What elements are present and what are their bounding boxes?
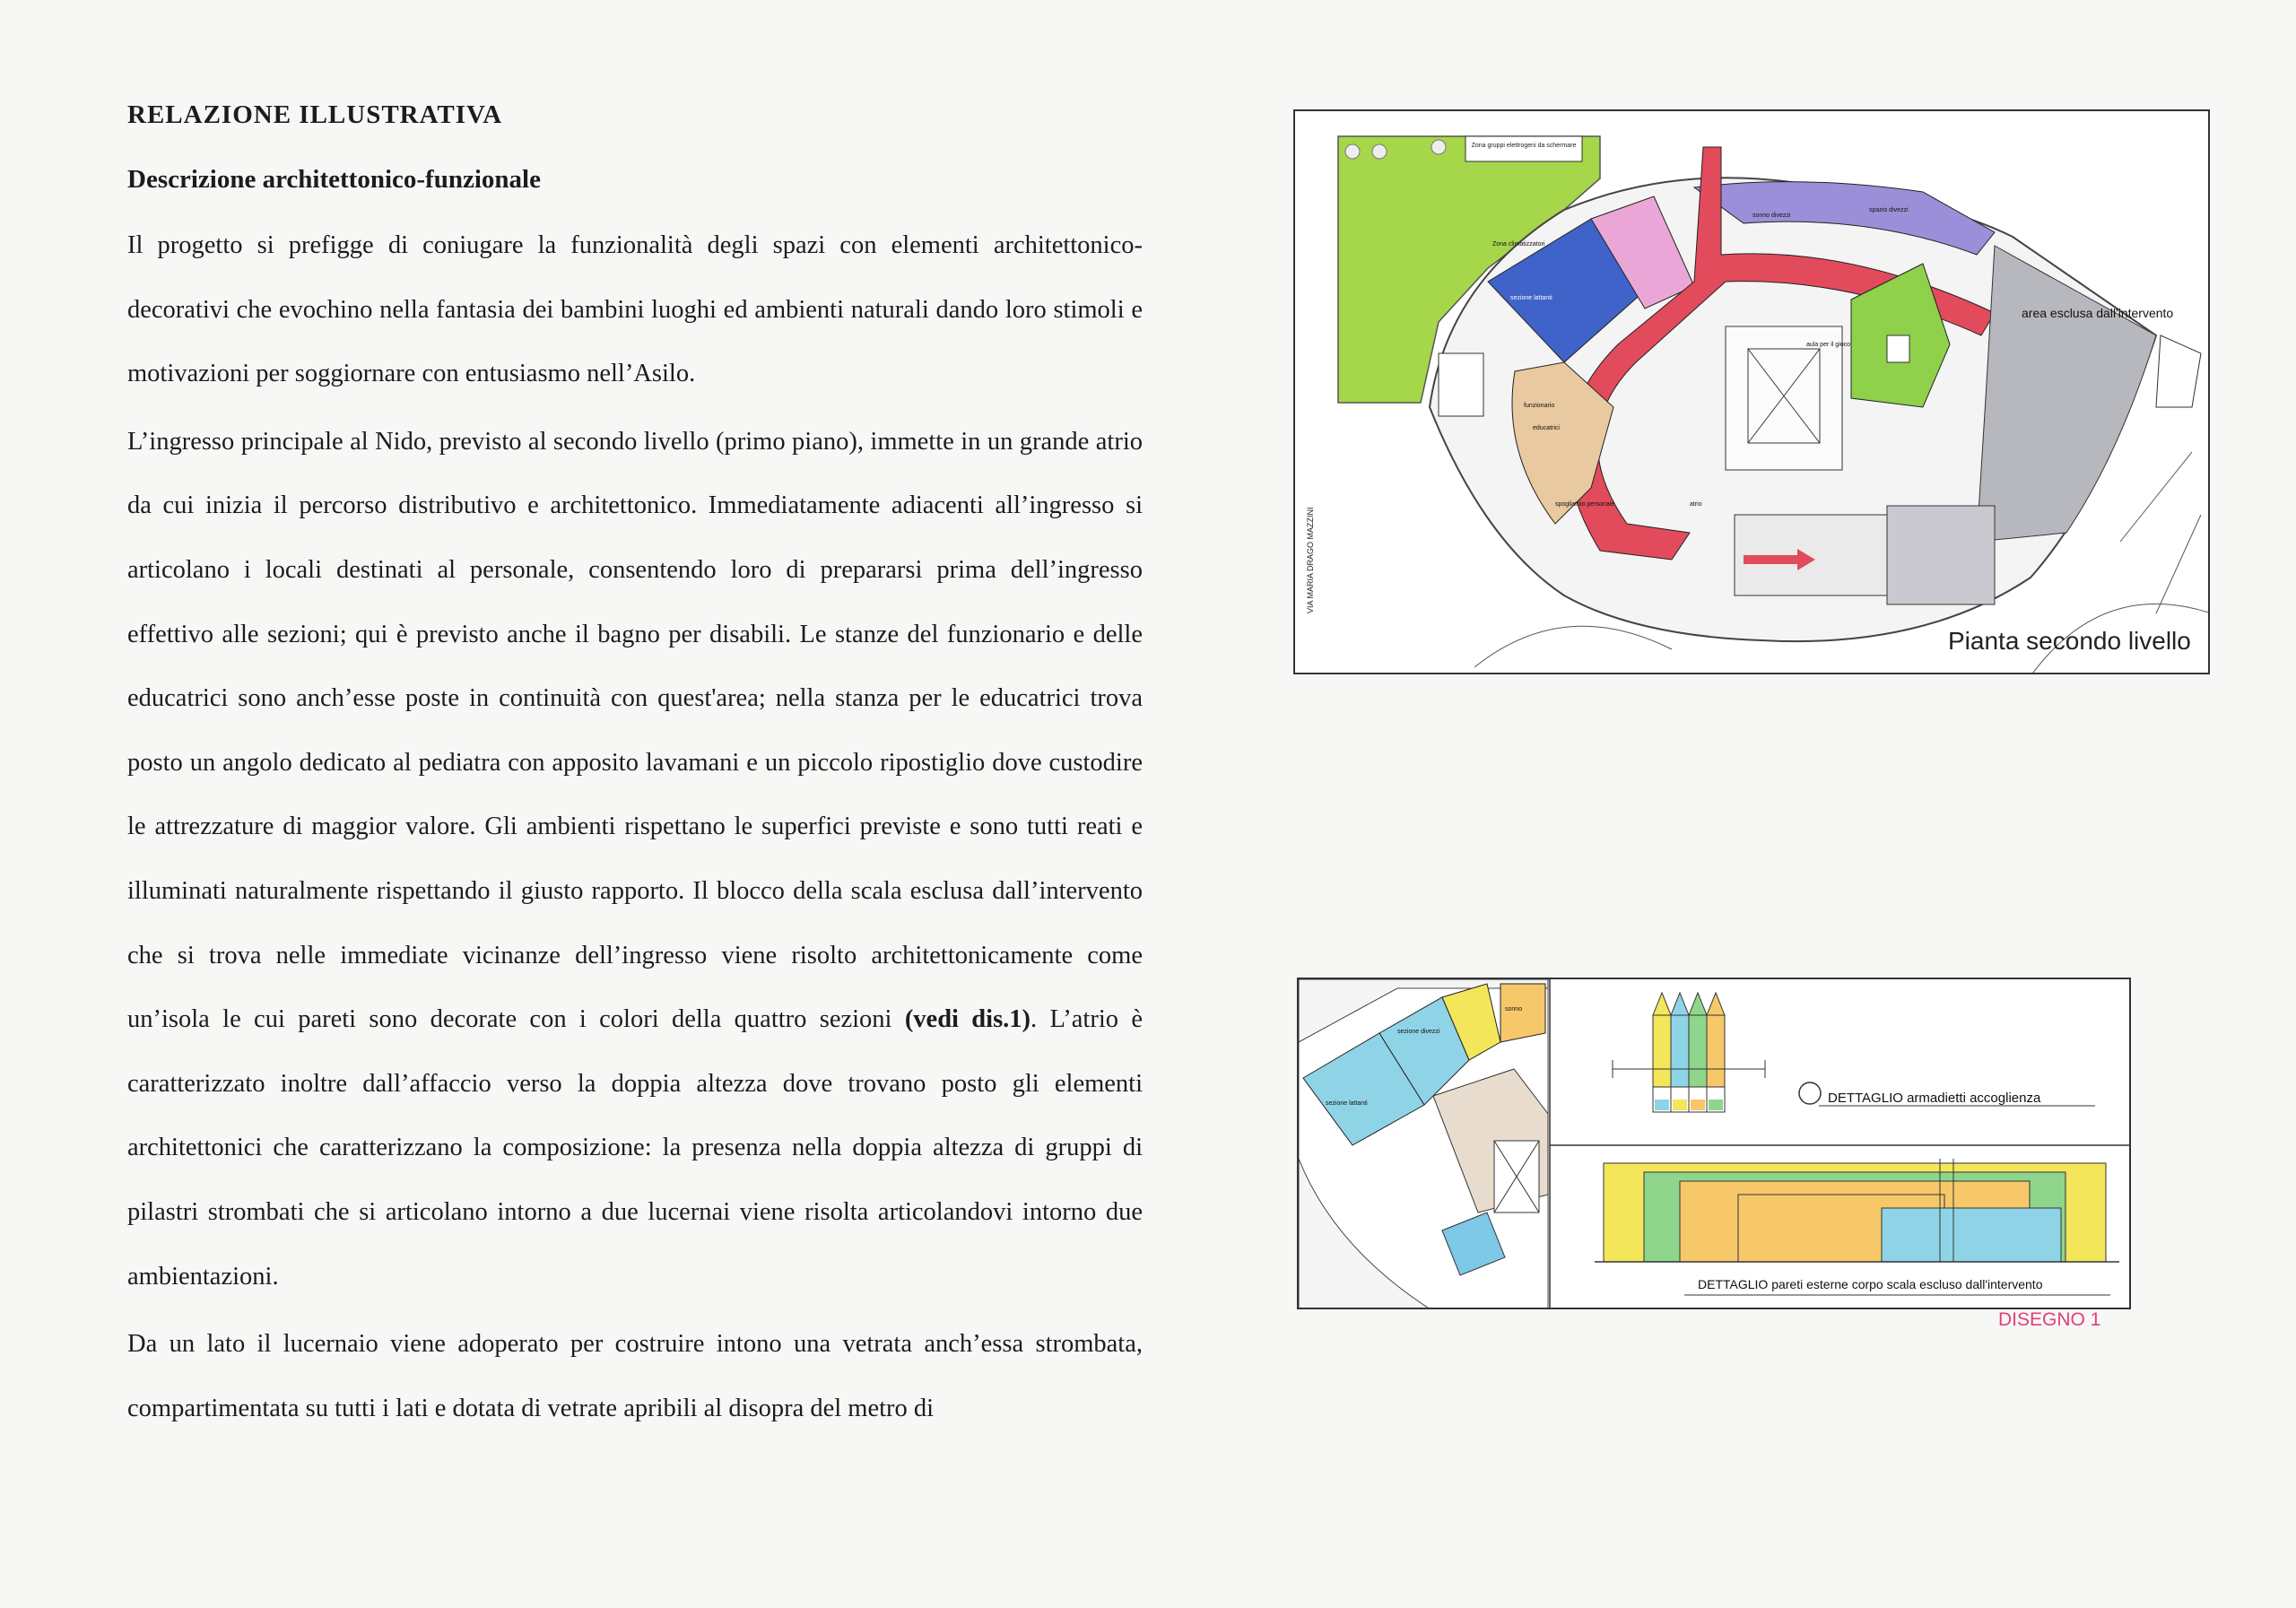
detail-drawing-svg	[1299, 979, 2131, 1309]
tree-icon	[1431, 140, 1446, 154]
central-atrium	[1726, 326, 1842, 470]
detail-label-lattanti: sezione lattanti	[1326, 1100, 1368, 1107]
zona-climatizzatori-label: Zona climatizzatori	[1492, 241, 1545, 248]
tree-icon	[1372, 144, 1387, 159]
paragraph-2-body: L’ingresso principale al Nido, previsto al secondo livello (primo piano), immette in un grande atrio da cui inizia il percorso distributivo e architettonico. Immediatamente adiacenti all’ingresso si articolano i locali destinati al personale, consentendo loro di prepararsi prima dell’ingresso effettivo alle sezioni; qui è previsto anche il bagno per disabili. Le stanze del funzionario e delle educatrici sono anch’esse poste in continuità con quest'area; nella stanza per le educatrici trova posto un angolo dedicato al pediatra con apposito lavamani e un piccolo ripostiglio dove custodire le attrezzature di maggior valore. Gli ambienti rispettano le superfici previste e sono tutti reati e illuminati naturalmente rispettando il giusto rapporto. Il blocco della scala esclusa dall’intervento che si trova nelle immediate vicinanze dell’ingresso viene risolto architettonicamente come un’isola le cui pareti sono decorate con i colori della quattro sezioni	[127, 427, 1143, 1034]
road-line	[2156, 515, 2201, 613]
drawing-label: DISEGNO 1	[1998, 1309, 2101, 1330]
skylight-small	[1887, 335, 1909, 362]
atrio-label: atrio	[1690, 501, 1702, 508]
staff-changing-label: spogliatoio personale	[1555, 501, 1615, 508]
stair-right	[2156, 335, 2201, 407]
excluded-area-label: area esclusa dall'intervento	[2022, 306, 2174, 320]
road-line	[2120, 452, 2192, 542]
pareti-label: DETTAGLIO pareti esterne corpo scala escluso dall'intervento	[1698, 1277, 2043, 1291]
detail-section-orange	[1500, 984, 1545, 1042]
stair-left	[1439, 353, 1483, 416]
stair-block	[1887, 506, 1995, 604]
floor-plan-drawing	[1295, 111, 2210, 674]
text-column	[127, 97, 1143, 1444]
paragraph-1: Il progetto si prefigge di coniugare la funzionalità degli spazi con elementi architettonico-decorativi che evochino nella fantasia dei bambini luoghi ed ambienti naturali dando loro stimoli e motivazioni per soggiornare con entusiasmo nell’Asilo.	[127, 231, 1143, 388]
paragraph-2-tail: . L’atrio è caratterizzato inoltre dall’affaccio verso la doppia altezza dove trovano posto gli elementi architettonici che caratterizzano la composizione: la presenza nella doppia altezza di gruppi di pilastri strombati che si articolano intorno a due lucernai viene risolta articolandovi intorno due ambientazioni.	[127, 1005, 1143, 1291]
generator-zone	[1465, 136, 1582, 161]
armadietti-label: DETTAGLIO armadietti accoglienza	[1828, 1091, 2041, 1106]
paragraph-2	[127, 410, 1143, 1308]
road-curve	[1474, 626, 1672, 667]
plan-caption: Pianta secondo livello	[1948, 627, 2191, 655]
section-subtitle: Descrizione architettonico-funzionale	[127, 165, 541, 194]
spazio-divezzi-label: spazio divezzi	[1869, 207, 1909, 213]
street-label: VIA MARIA DRAGO MAZZINI	[1306, 507, 1315, 613]
detail-label-sonno: sonno	[1505, 1006, 1523, 1013]
educatrici-label: educatrici	[1533, 425, 1560, 431]
play-area-label: aula per il gioco	[1806, 342, 1851, 348]
excluded-area	[1977, 246, 2156, 542]
armadietti-pencils	[1613, 993, 1765, 1112]
detail-label-divezzi: sezione divezzi	[1397, 1029, 1440, 1035]
document-title: RELAZIONE ILLUSTRATIVA	[127, 100, 503, 129]
sezione-lattanti-label: sezione lattanti	[1510, 295, 1552, 301]
detail-callout-icon	[1799, 1082, 1821, 1104]
generator-zone-label: Zona gruppi elettrogeni da schermare	[1471, 143, 1577, 149]
wall-elevation	[1595, 1159, 2119, 1262]
funzionario-label: funzionario	[1524, 403, 1555, 409]
floor-plan-second-level	[1293, 109, 2210, 674]
drawing-reference: (vedi dis.1)	[904, 1005, 1031, 1034]
sonno-divezzi-label: sonno divezzi	[1752, 213, 1791, 219]
paragraph-3: Da un lato il lucernaio viene adoperato per costruire intono una vetrata anch’essa strombata, compartimentata su tutti i lati e dotata di vetrate apribili al disopra del metro di	[127, 1330, 1143, 1422]
tree-icon	[1345, 144, 1360, 159]
detail-drawing	[1297, 978, 2131, 1309]
